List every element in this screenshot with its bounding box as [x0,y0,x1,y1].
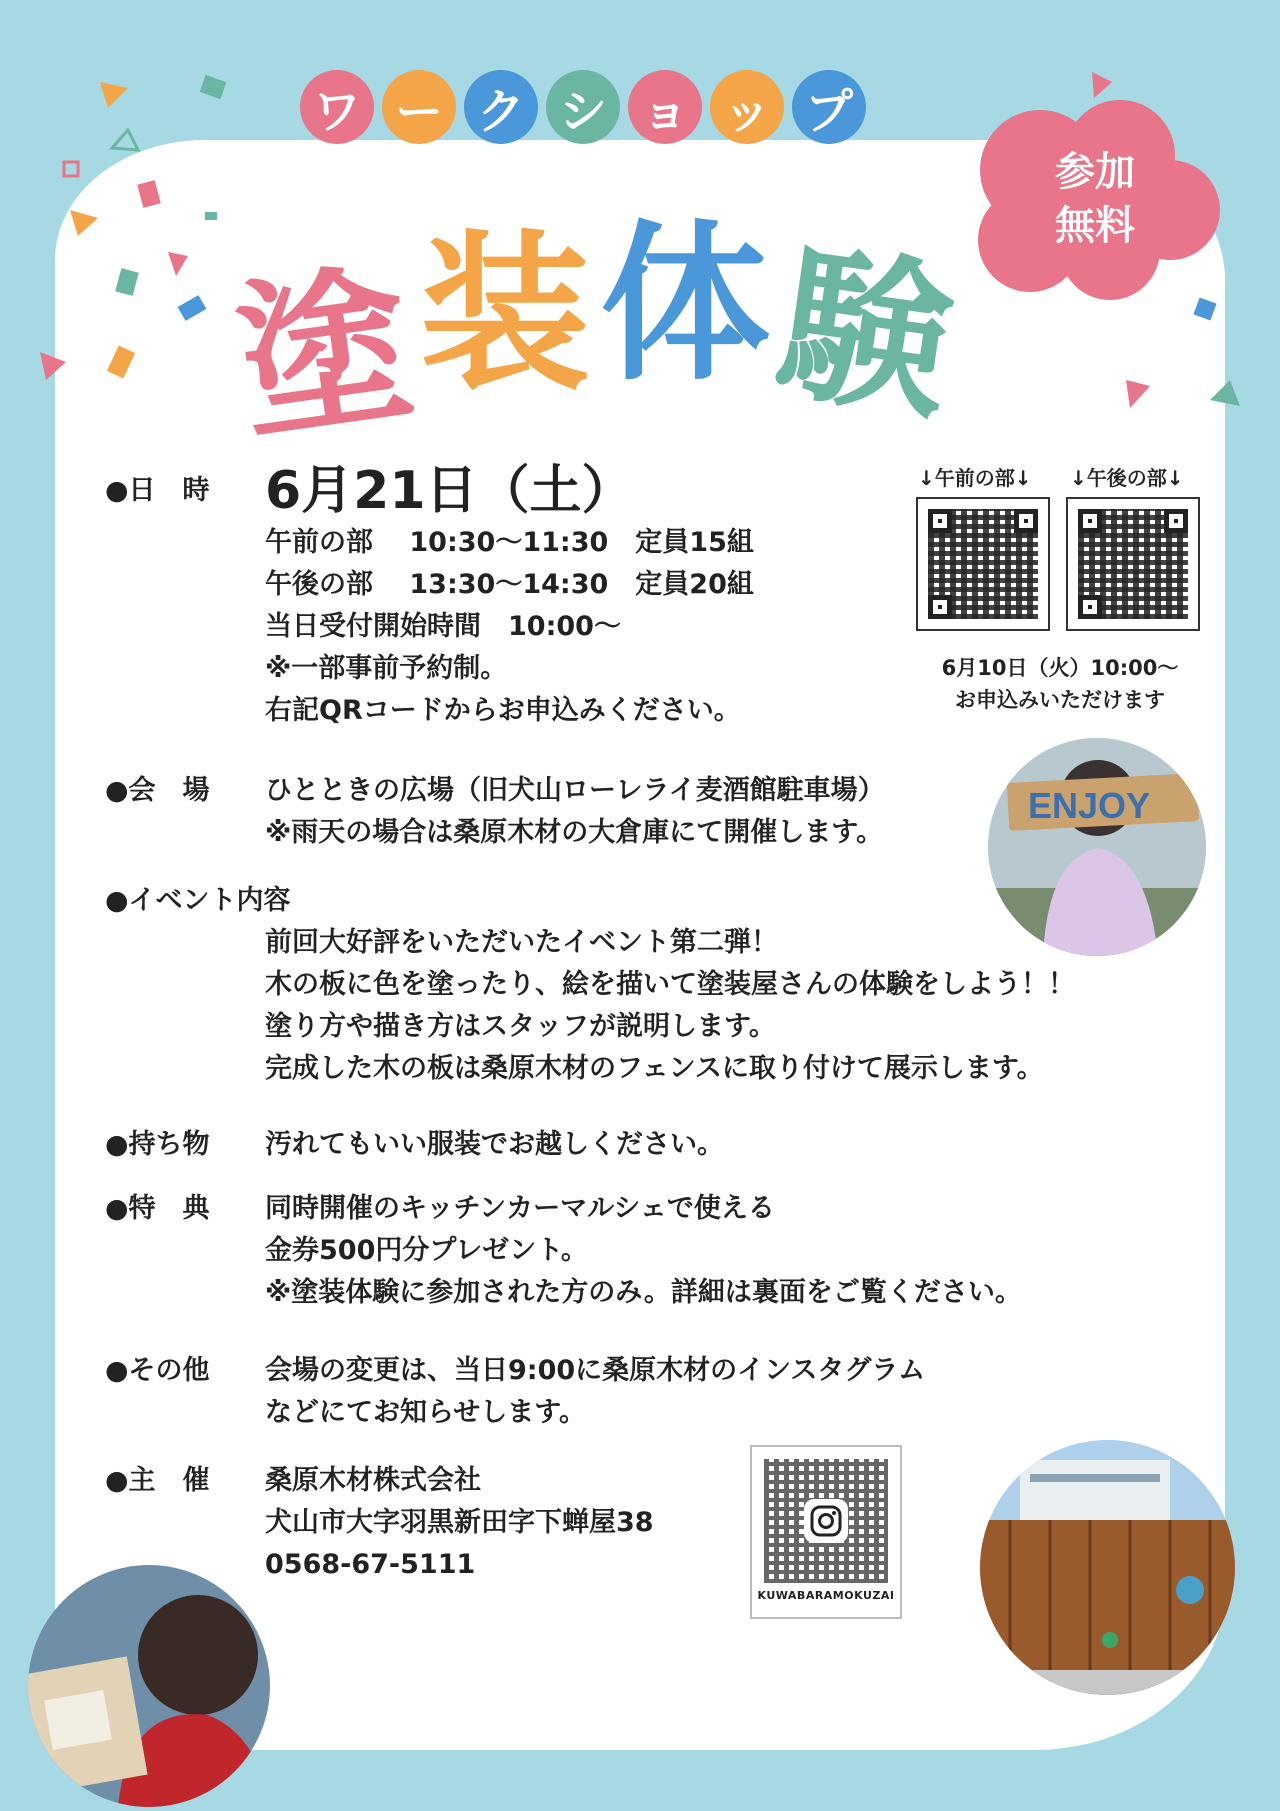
body-line: などにてお知らせします。 [265,1397,587,1428]
qr-finder [928,595,952,619]
section-body [265,460,754,732]
body-line: 当日受付開始時間 10:00〜 [265,611,621,642]
body-line: ※雨天の場合は桑原木材の大倉庫にて開催します。 [265,817,884,848]
workshop-char [300,70,374,144]
body-line: 塗り方や描き方はスタッフが説明します。 [265,1011,776,1042]
section-body [265,770,885,854]
workshop-char-text: ッ [722,83,771,140]
event-date: 6月21日（土） [265,461,634,521]
workshop-char-text: ー [394,83,443,140]
photo-child-painting [28,1565,270,1807]
title-char: 験 [767,225,963,445]
workshop-char-text: ワ [312,83,361,140]
badge-text [970,145,1220,253]
qr-caption-line: お申込みいただけます [955,688,1165,712]
qr-am-label: ↓午前の部↓ [918,466,1032,490]
qr-finder [1078,509,1102,533]
section-label: ●日 時 [105,475,210,506]
instagram-glyph [809,1504,843,1538]
section-label: ●イベント内容 [105,885,291,916]
instagram-icon [804,1499,848,1543]
body-line: 木の板に色を塗ったり、絵を描いて塗装屋さんの体験をしよう！！ [265,969,1075,1000]
photo-illustration [988,738,1206,956]
qr-code-pm[interactable] [1066,497,1200,631]
instagram-handle: KUWABARAMOKUZAI [757,1589,895,1602]
qr-finder [1164,509,1188,533]
body-line: 会場の変更は、当日9:00に桑原木材のインスタグラム [265,1355,926,1386]
badge-line: 無料 [1055,203,1135,249]
section-label: ●会 場 [105,775,210,806]
qr-finder [928,509,952,533]
photo-illustration [28,1565,270,1807]
free-badge [970,100,1220,300]
qr-pm-label: ↓午後の部↓ [1070,466,1184,490]
section-label: ●主 催 [105,1465,210,1496]
section-body [265,922,1075,1090]
section-label: ●特 典 [105,1193,210,1224]
body-line: ひとときの広場（旧犬山ローレライ麦酒館駐車場） [265,775,885,806]
section-body [265,1124,724,1166]
qr-code-am[interactable] [916,497,1050,631]
body-line: 完成した木の板は桑原木材のフェンスに取り付けて展示します。 [265,1053,1044,1084]
qr-finder [1078,595,1102,619]
body-line: 金券500円分プレゼント。 [265,1235,588,1266]
photo-illustration [980,1440,1235,1695]
badge-line: 参加 [1055,149,1135,195]
title-char: 体 [600,206,771,404]
body-line: 同時開催のキッチンカーマルシェで使える [265,1193,775,1224]
instagram-qr[interactable] [750,1445,902,1619]
sign-text: ENJOY [1028,785,1151,826]
workshop-char [546,70,620,144]
title-char: 塗 [227,245,423,465]
workshop-char-text: ク [476,83,525,140]
body-line: 汚れてもいい服装でお越しください。 [265,1129,724,1160]
section-body [265,1350,925,1434]
section-label: ●持ち物 [105,1129,210,1160]
workshop-char [628,70,702,144]
workshop-char [710,70,784,144]
body-line: 午前の部 10:30〜11:30 定員15組 [265,527,754,558]
workshop-char-text: プ [804,83,853,140]
body-line: 右記QRコードからお申込みください。 [265,695,741,726]
section-body [265,1460,654,1586]
workshop-heading [300,70,866,144]
body-line: ※一部事前予約制。 [265,653,508,684]
qr-caption-line: 6月10日（火）10:00〜 [941,656,1179,680]
section-body [265,1188,1022,1314]
workshop-char [464,70,538,144]
body-line: 前回大好評をいただいたイベント第二弾！ [265,927,778,958]
body-line: 午後の部 13:30〜14:30 定員20組 [265,569,754,600]
photo-fence [980,1440,1235,1695]
title-char: 装 [420,216,591,414]
qr-finder [1014,509,1038,533]
body-line: 桑原木材株式会社 [265,1465,481,1496]
body-line: 0568-67-5111 [265,1549,476,1580]
qr-caption [920,652,1200,716]
workshop-char-text: シ [558,83,607,140]
workshop-char [382,70,456,144]
workshop-char-text: ョ [640,83,689,140]
body-line: 犬山市大字羽黒新田字下蝉屋38 [265,1507,654,1538]
section-label: ●その他 [105,1355,210,1386]
body-line: ※塗装体験に参加された方のみ。詳細は裏面をご覧ください。 [265,1277,1022,1308]
workshop-char [792,70,866,144]
photo-enjoy-sign [988,738,1206,956]
